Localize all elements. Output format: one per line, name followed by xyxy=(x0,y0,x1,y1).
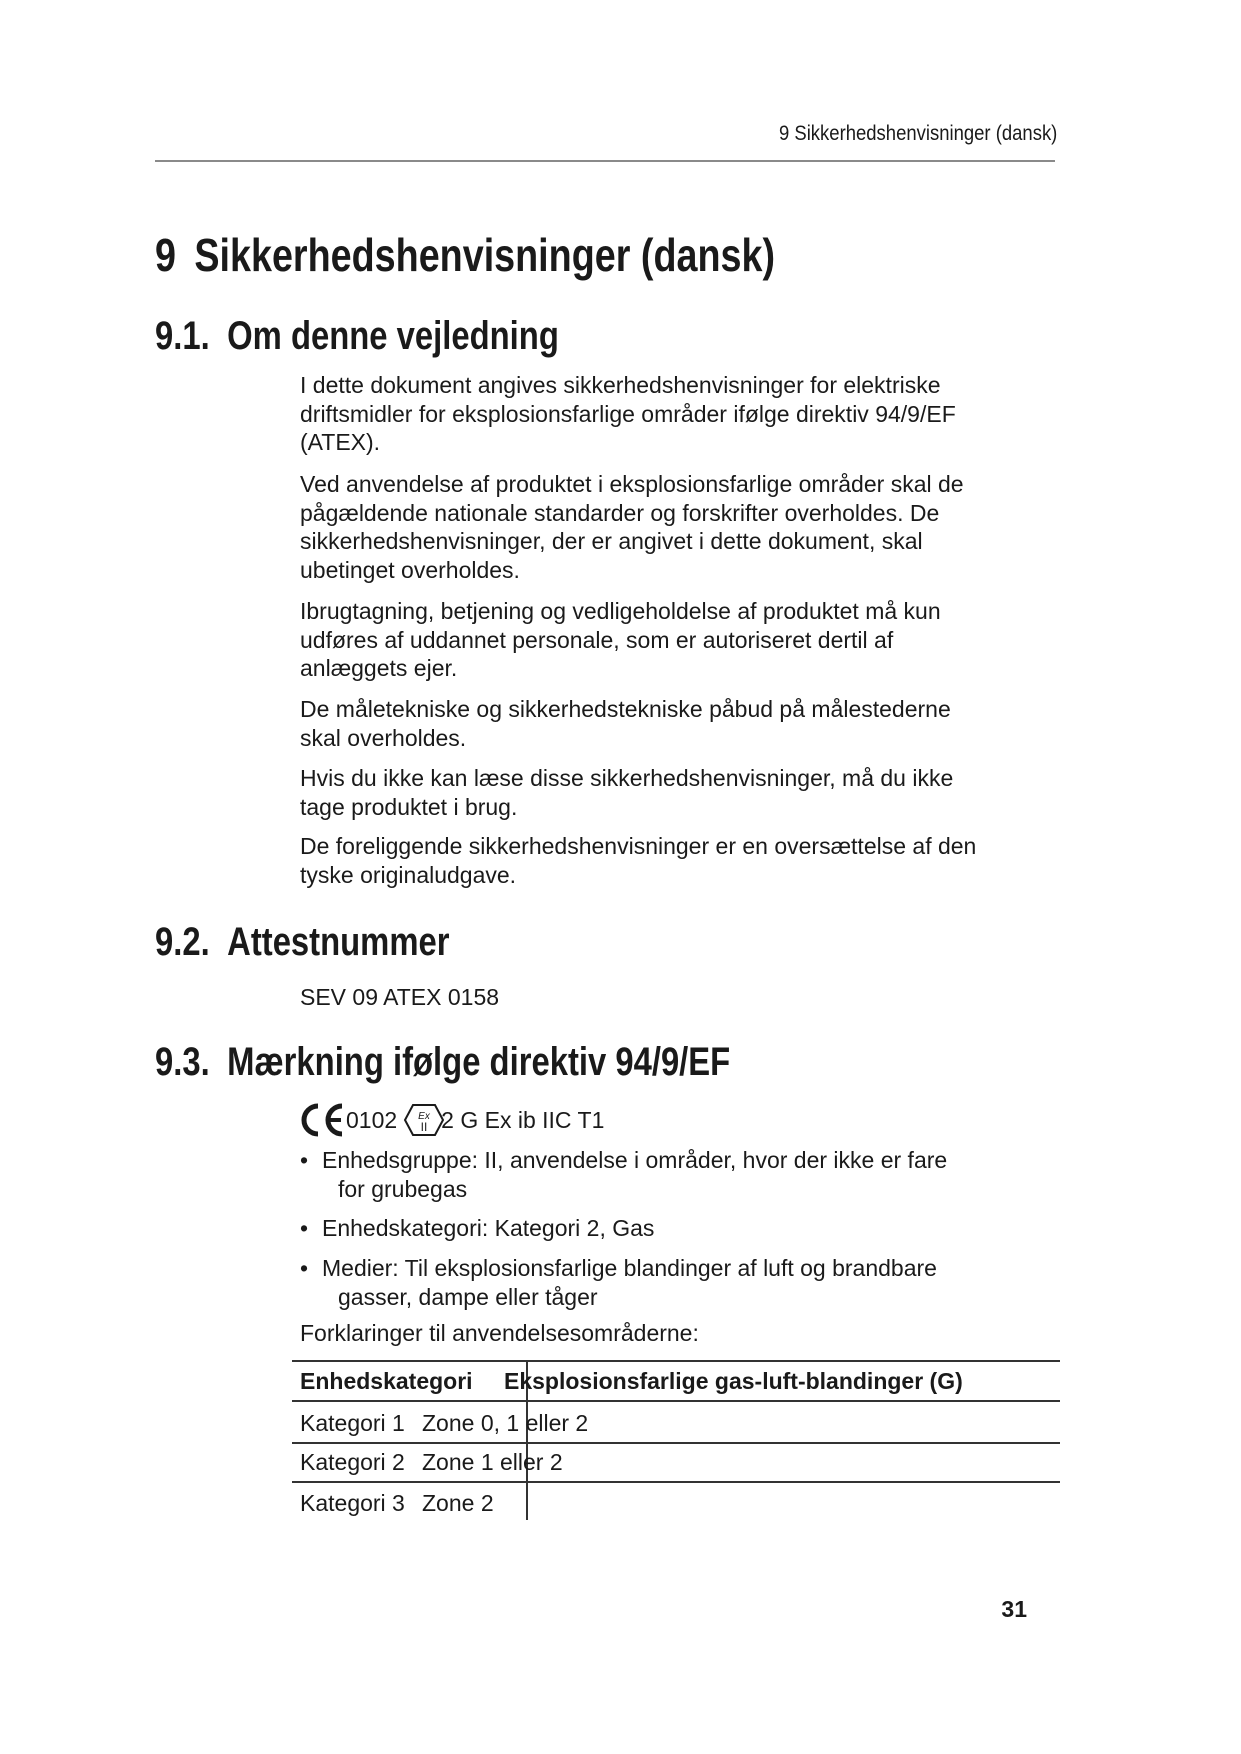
section-number: 9.2. xyxy=(155,920,210,964)
list-item-line: Enhedsgruppe: II, anvendelse i områder, hvor der ikke er fare xyxy=(322,1147,948,1173)
paragraph-line: pågældende nationale standarder og forskrifter overholdes. De xyxy=(300,499,940,526)
table-header-cell: Enhedskategori xyxy=(300,1368,473,1394)
paragraph-line: sikkerhedshenvisninger, der er angivet i dette dokument, skal xyxy=(300,528,923,554)
certificate-number xyxy=(300,983,1060,1012)
paragraph-1 xyxy=(300,371,1060,457)
list-item-text xyxy=(322,1254,937,1311)
table-cell: Kategori 2 xyxy=(300,1449,405,1475)
ex-marking-code: 2 G Ex ib IIC T1 xyxy=(441,1106,605,1133)
svg-text:II: II xyxy=(420,1120,428,1134)
table-cell: Zone 2 xyxy=(422,1490,494,1516)
header-rule xyxy=(155,160,1055,162)
table-rule-row xyxy=(292,1481,1060,1483)
paragraph-6 xyxy=(300,832,1060,889)
section-title: Mærkning ifølge direktiv 94/9/EF xyxy=(227,1040,731,1084)
list-item-line: Enhedskategori: Kategori 2, Gas xyxy=(322,1215,655,1241)
paragraph-line: De foreliggende sikkerhedshenvisninger er en oversættelse af den xyxy=(300,833,977,859)
list-item-line: Medier: Til eksplosionsfarlige blandinger af luft og brandbare xyxy=(322,1255,937,1281)
paragraph-line: skal overholdes. xyxy=(300,724,467,751)
list-item-text xyxy=(322,1214,654,1243)
list-item-line: gasser, dampe eller tåger xyxy=(338,1283,598,1310)
section-heading-9-1 xyxy=(155,314,559,359)
section-title: Attestnummer xyxy=(227,920,450,964)
paragraph-4 xyxy=(300,695,1060,752)
table-rule-top xyxy=(292,1360,1060,1362)
paragraph-5 xyxy=(300,764,1060,821)
paragraph-line: Ved anvendelse af produktet i eksplosionsfarlige områder skal de xyxy=(300,471,964,497)
category-table xyxy=(292,1360,1060,1520)
paragraph-line: I dette dokument angives sikkerhedshenvisninger for elektriske xyxy=(300,372,941,398)
bullet-dot: • xyxy=(300,1147,309,1173)
ce-notified-body-number: 0102 xyxy=(346,1106,398,1133)
paragraph-line: De måletekniske og sikkerhedstekniske påbud på målestederne xyxy=(300,696,951,722)
paragraph-line: tage produktet i brug. xyxy=(300,793,518,820)
section-heading-9-2 xyxy=(155,920,450,965)
table-cell: Kategori 3 xyxy=(300,1490,405,1516)
table-cell: Zone 0, 1 eller 2 xyxy=(422,1410,589,1436)
table-rule-header xyxy=(292,1400,1060,1402)
paragraph-line: (ATEX). xyxy=(300,429,381,455)
paragraph-line: Ibrugtagning, betjening og vedligeholdelse af produktet må kun xyxy=(300,598,941,624)
section-number: 9.1. xyxy=(155,314,210,358)
svg-text:Ex: Ex xyxy=(418,1111,431,1122)
paragraph-3 xyxy=(300,597,1060,683)
list-item-line: for grubegas xyxy=(338,1175,468,1202)
section-title: Om denne vejledning xyxy=(227,314,559,358)
chapter-title: Sikkerhedshenvisninger (dansk) xyxy=(194,229,776,281)
paragraph-line: udføres af uddannet personale, som er autoriseret dertil af xyxy=(300,626,894,653)
paragraph-line: ubetinget overholdes. xyxy=(300,556,520,583)
paragraph-line: tyske originaludgave. xyxy=(300,861,517,888)
bullet-dot: • xyxy=(300,1215,309,1241)
page-number: 31 xyxy=(1001,1596,1027,1622)
legend-title: Forklaringer til anvendelsesområderne: xyxy=(300,1320,699,1346)
table-rule-row xyxy=(292,1442,1060,1444)
bullet-dot: • xyxy=(300,1255,309,1281)
ce-mark-icon xyxy=(298,1103,346,1137)
table-cell: Kategori 1 xyxy=(300,1410,405,1436)
chapter-heading xyxy=(155,228,775,282)
running-header: 9 Sikkerhedshenvisninger (dansk) xyxy=(778,122,1057,145)
certificate-text: SEV 09 ATEX 0158 xyxy=(300,984,500,1010)
paragraph-line: Hvis du ikke kan læse disse sikkerhedshenvisninger, må du ikke xyxy=(300,765,954,791)
paragraph-line: driftsmidler for eksplosionsfarlige områder ifølge direktiv 94/9/EF xyxy=(300,400,956,427)
paragraph-line: anlæggets ejer. xyxy=(300,655,458,681)
section-heading-9-3 xyxy=(155,1040,730,1085)
table-header-cell: Eksplosionsfarlige gas-luft-blandinger (G) xyxy=(504,1368,963,1394)
list-item-text xyxy=(322,1146,947,1203)
atex-marking xyxy=(298,1100,604,1140)
paragraph-2 xyxy=(300,470,1060,584)
section-number: 9.3. xyxy=(155,1040,210,1084)
ex-hexagon-icon xyxy=(403,1103,445,1137)
chapter-number: 9 xyxy=(155,229,176,281)
table-cell: Zone 1 eller 2 xyxy=(422,1449,563,1475)
